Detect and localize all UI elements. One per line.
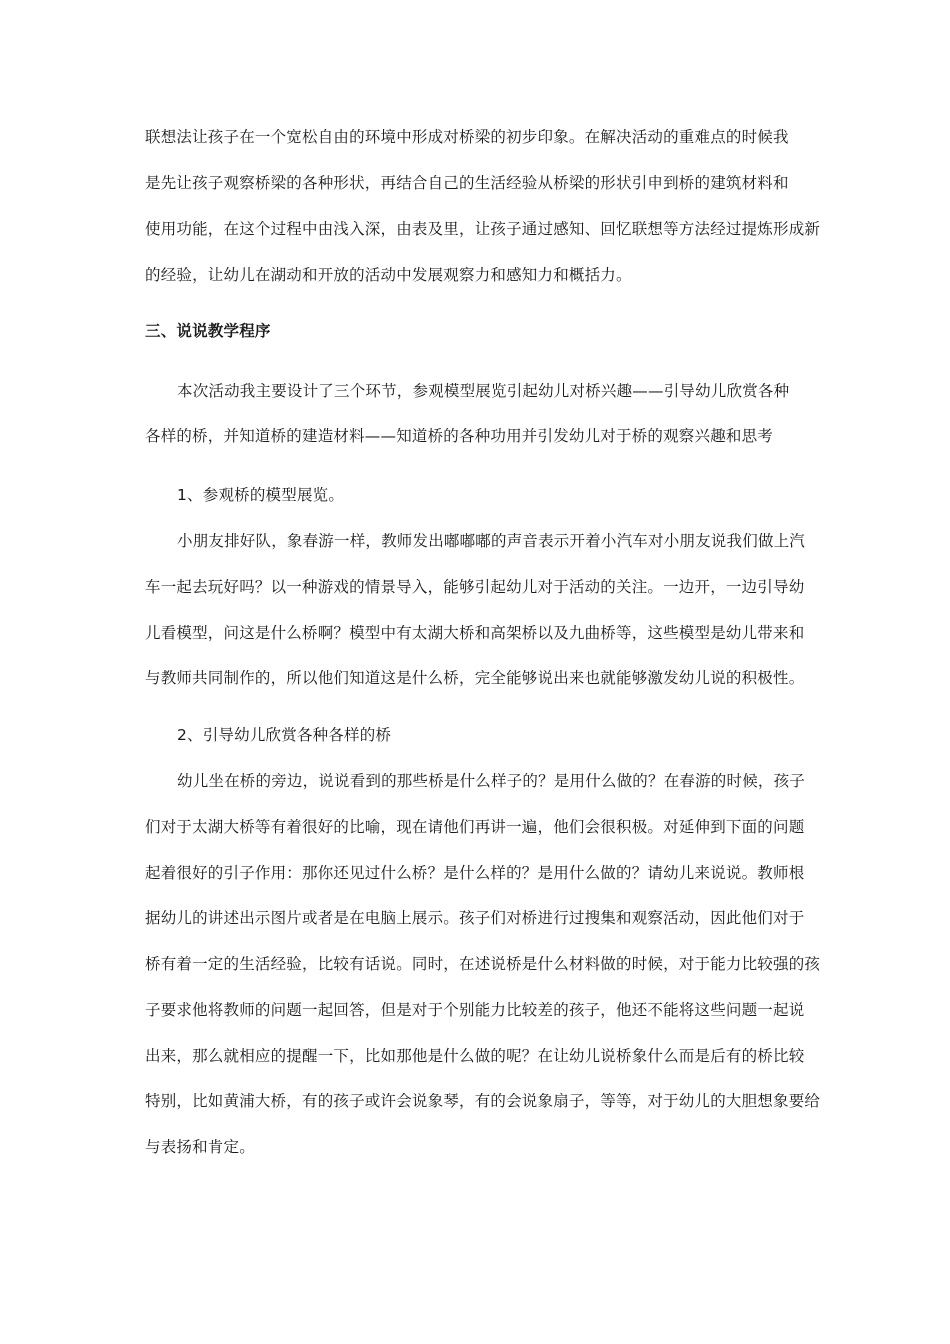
step2-title: 2、引导幼儿欣赏各种各样的桥	[177, 726, 392, 744]
step1-title: 1、参观桥的模型展览。	[177, 486, 345, 504]
step2-line-4: 据幼儿的讲述出示图片或者是在电脑上展示。孩子们对桥进行过搜集和观察活动，因此他们对于	[145, 909, 805, 927]
step2-line-1: 幼儿坐在桥的旁边，说说看到的那些桥是什么样子的？是用什么做的？在春游的时候，孩子	[177, 772, 806, 790]
step2-line-7: 出来，那么就相应的提醒一下，比如那他是什么做的呢？在让幼儿说桥象什么而是后有的桥比较	[145, 1047, 805, 1065]
intro-line-3: 使用功能，在这个过程中由浅入深，由表及里，让孩子通过感知、回忆联想等方法经过提炼形成新	[145, 220, 821, 238]
intro-line-4: 的经验，让幼儿在湖动和开放的活动中发展观察力和感知力和概括力。	[145, 266, 632, 284]
intro-line-1: 联想法让孩子在一个宽松自由的环境中形成对桥梁的初步印象。在解决活动的重难点的时候我	[145, 128, 789, 146]
step1-line-3: 儿看模型，问这是什么桥啊？模型中有太湖大桥和高架桥以及九曲桥等，这些模型是幼儿带来和	[145, 624, 805, 642]
step2-line-8: 特别，比如黄浦大桥，有的孩子或许会说象琴，有的会说象扇子，等等，对于幼儿的大胆想象要给	[145, 1092, 821, 1110]
overview-line-2: 各样的桥，并知道桥的建造材料——知道桥的各种功用并引发幼儿对于桥的观察兴趣和思考	[145, 427, 774, 445]
step2-line-5: 桥有着一定的生活经验，比较有话说。同时，在述说桥是什么材料做的时候，对于能力比较强的孩	[145, 955, 821, 973]
step1-line-2: 车一起去玩好吗？以一种游戏的情景导入，能够引起幼儿对于活动的关注。一边开，一边引导幼	[145, 578, 805, 596]
step1-line-1: 小朋友排好队，象春游一样，教师发出嘟嘟嘟的声音表示开着小汽车对小朋友说我们做上汽	[177, 532, 806, 550]
step2-line-3: 起着很好的引子作用：那你还见过什么桥？是什么样的？是用什么做的？请幼儿来说说。教师根	[145, 864, 805, 882]
intro-line-2: 是先让孩子观察桥梁的各种形状，再结合自己的生活经验从桥梁的形状引申到桥的建筑材料和	[145, 174, 789, 192]
section-heading: 三、说说教学程序	[145, 322, 271, 340]
step2-line-9: 与表扬和肯定。	[145, 1138, 255, 1156]
step1-line-4: 与教师共同制作的，所以他们知道这是什么桥，完全能够说出来也就能够激发幼儿说的积极性。	[145, 669, 805, 687]
overview-line-1: 本次活动我主要设计了三个环节，参观模型展览引起幼儿对桥兴趣——引导幼儿欣赏各种	[177, 382, 790, 400]
step2-line-6: 子要求他将教师的问题一起回答，但是对于个别能力比较差的孩子，他还不能将这些问题一起说	[145, 1001, 805, 1019]
step2-line-2: 们对于太湖大桥等有着很好的比喻，现在请他们再讲一遍，他们会很积极。对延伸到下面的问题	[145, 818, 805, 836]
